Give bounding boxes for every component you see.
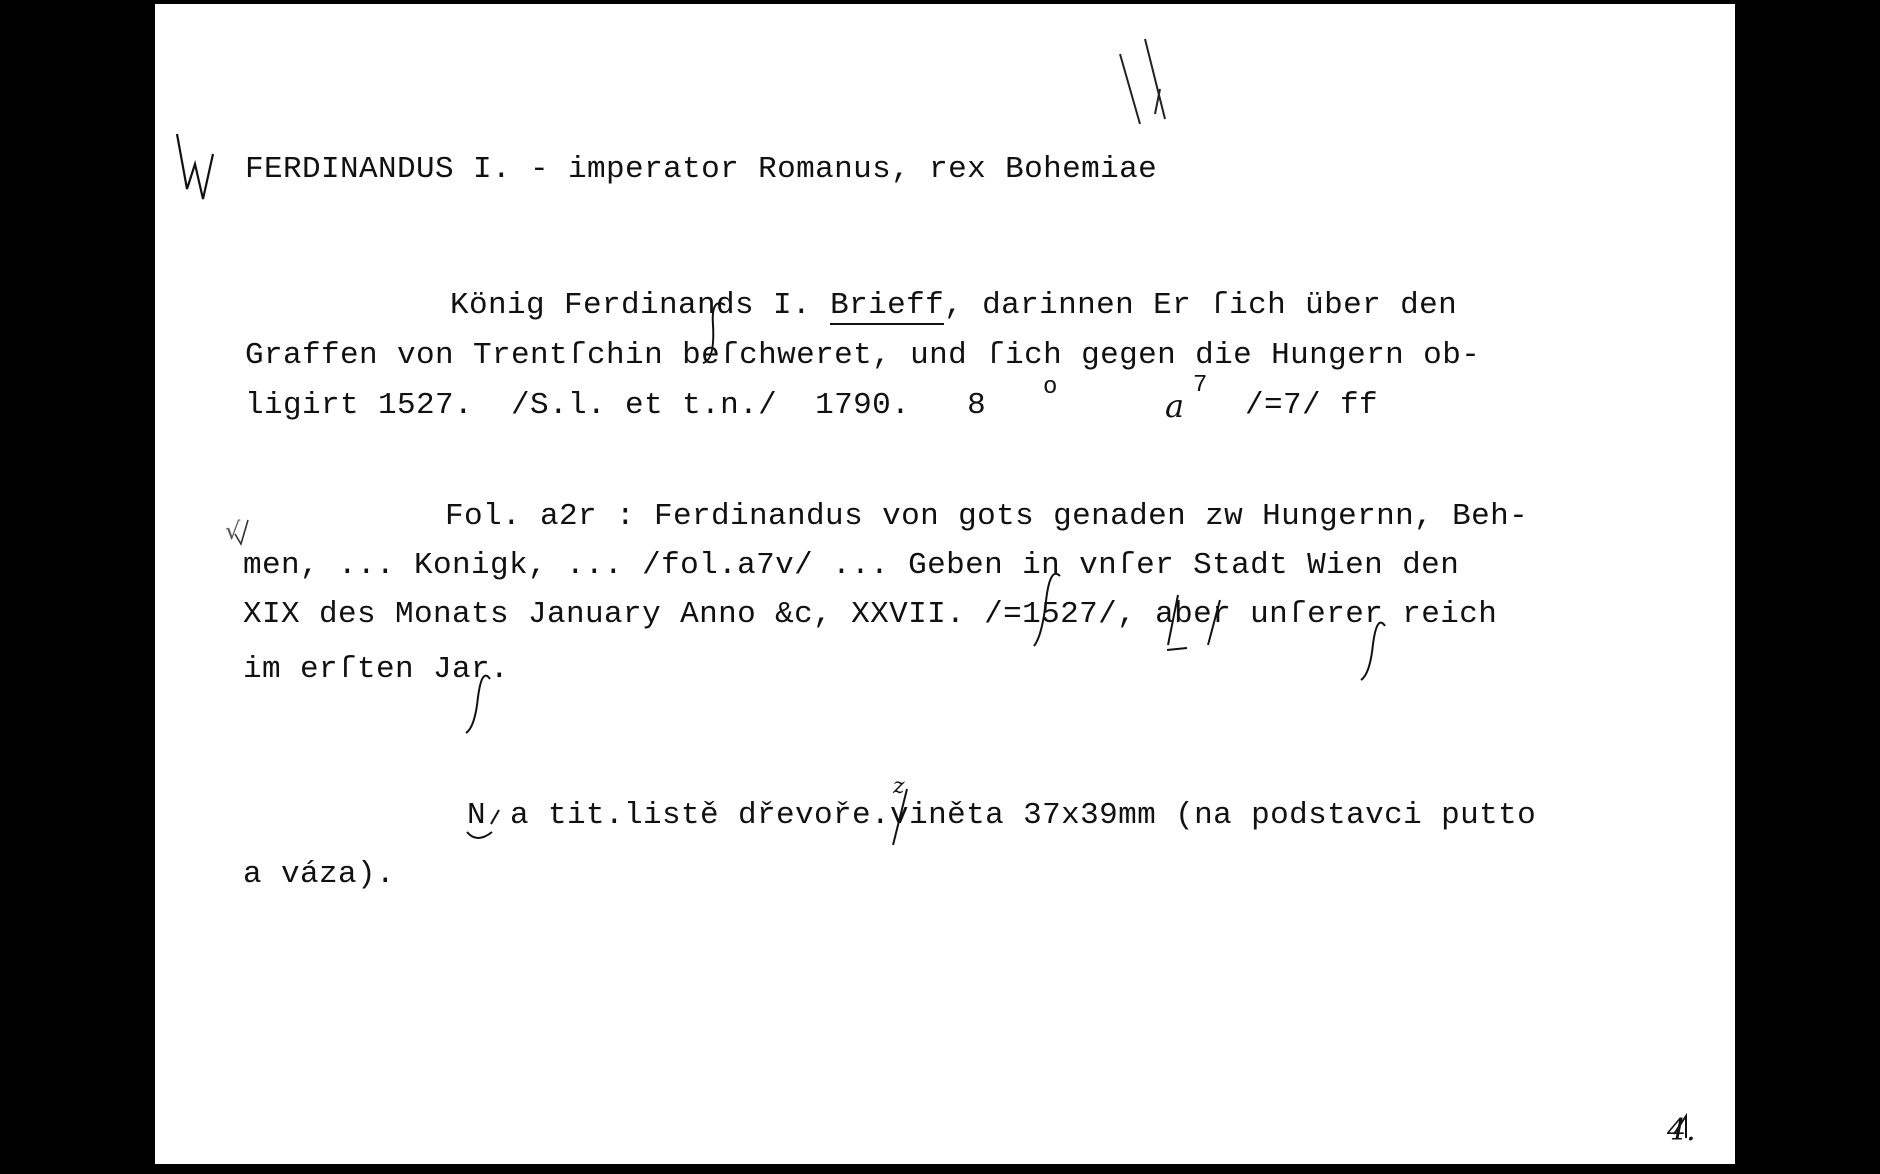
folio-text: XIX des Monats January Anno &c, XXVII. xyxy=(243,597,985,632)
note-line-1: a tit.listě dřevoře.viněta 37x39mm (na podstavci putto xyxy=(510,798,1537,833)
entry-heading: FERDINANDUS I. - imperator Romanus, rex Bohemiae xyxy=(245,152,1158,187)
description-line-2: Graffen von Trentſchin beſchweret, und ſich gegen die Hungern ob- xyxy=(245,338,1481,373)
description-line-3 xyxy=(245,390,986,421)
folio-line-4: im erſten Jar. xyxy=(243,652,510,687)
description-text: König Ferdinands I. xyxy=(450,288,831,323)
catalog-card xyxy=(155,4,1735,1164)
date-correction: /=1527/ xyxy=(984,597,1118,632)
slash-icon xyxy=(491,810,499,824)
margin-check: √ xyxy=(225,517,241,545)
description-text: , darinnen Er ſich über den xyxy=(944,288,1458,323)
note-line-2: a váza). xyxy=(243,857,396,892)
signature-superscript: 7 xyxy=(1193,372,1208,399)
signature-letter: a xyxy=(1165,387,1185,425)
leaf-count: /=7/ ff xyxy=(1245,388,1379,423)
imprint-text: ligirt 1527. /S.l. et t.n./ 1790. 8 xyxy=(245,388,987,423)
margin-tick-icon xyxy=(177,134,213,199)
folio-text: , aber unſerer reich xyxy=(1117,597,1498,632)
handwritten-correction: z xyxy=(893,774,905,799)
note-initial: N xyxy=(467,798,487,833)
folio-line-1: Fol. a2r : Ferdinandus von gots genaden zw Hungernn, Beh- xyxy=(445,499,1529,534)
format-degree: o xyxy=(1043,374,1058,401)
description-line-1 xyxy=(450,290,1457,321)
card-number: 4. xyxy=(1667,1113,1696,1148)
folio-line-3 xyxy=(243,599,1497,630)
scribble-icon xyxy=(1120,39,1165,124)
underlined-word: Brieff xyxy=(830,288,945,323)
folio-line-2: men, ... Konigk, ... /fol.a7v/ ... Geben in vnſer Stadt Wien den xyxy=(243,548,1460,583)
